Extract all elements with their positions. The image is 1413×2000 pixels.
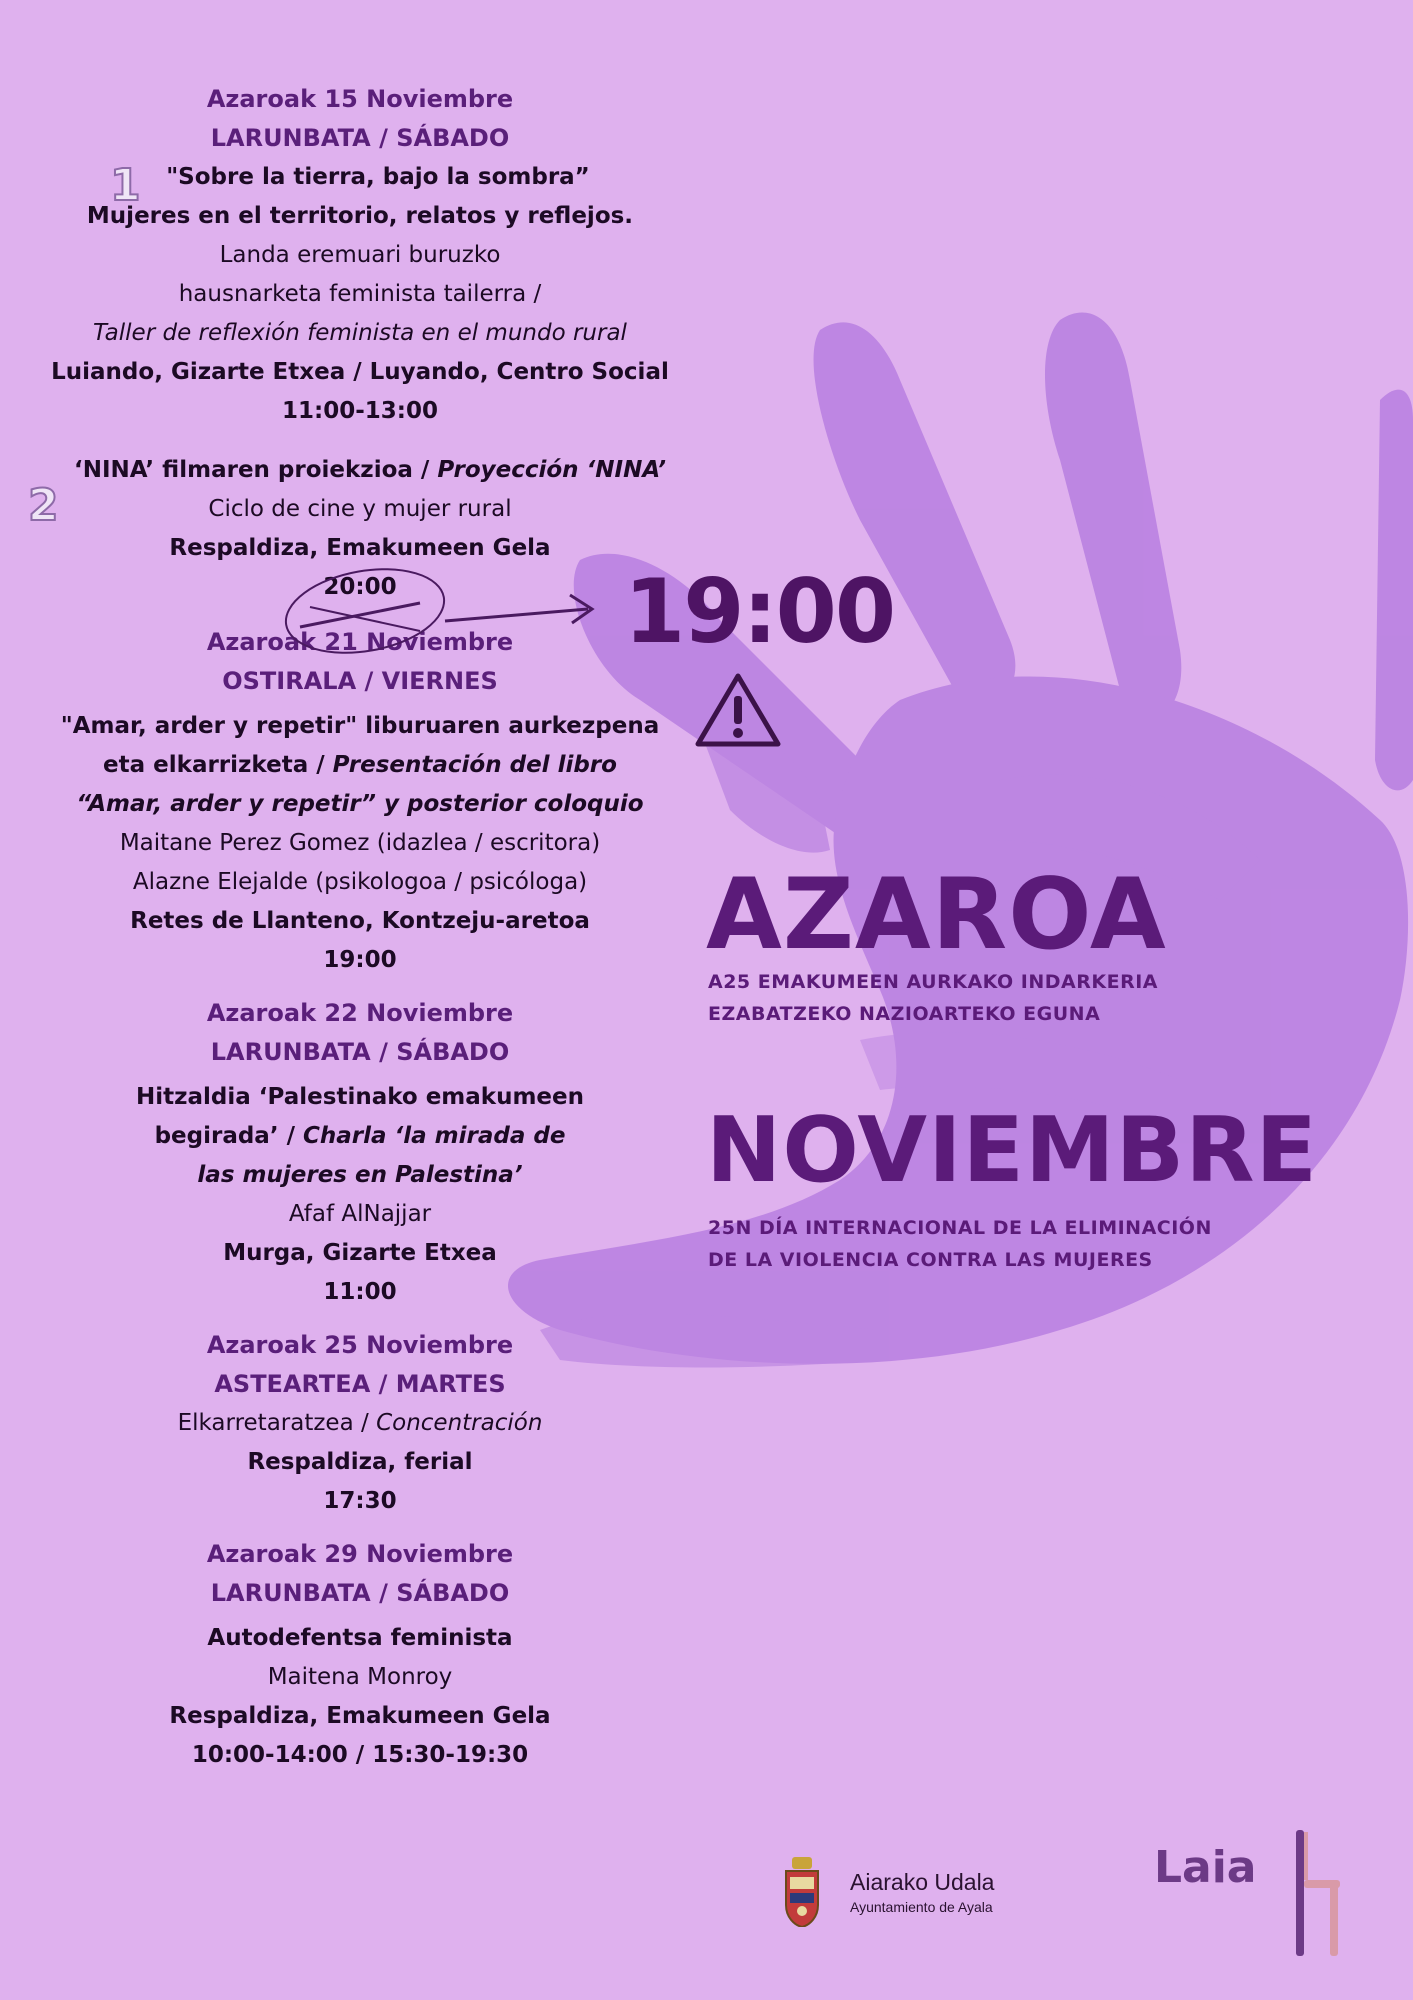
- event-weekday: ASTEARTEA / MARTES: [214, 1370, 506, 1398]
- event-title-eu: ‘NINA’ filmaren proiekzioa /: [73, 457, 438, 483]
- event-weekday: LARUNBATA / SÁBADO: [210, 124, 510, 152]
- event-title: "Sobre la tierra, bajo la sombra”: [166, 164, 590, 190]
- event-subtitle: Mujeres en el territorio, relatos y reflejos.: [86, 203, 634, 229]
- event-place: Respaldiza, Emakumeen Gela: [169, 535, 551, 561]
- ayala-name: Aiarako Udala: [850, 1869, 995, 1895]
- subtitle-eu-2: EZABATZEKO NAZIOARTEKO EGUNA: [708, 1003, 1101, 1025]
- event-time: 17:30: [323, 1488, 397, 1514]
- event-line-es: Presentación del libro: [332, 752, 617, 778]
- event-weekday: LARUNBATA / SÁBADO: [210, 1579, 510, 1607]
- month-title-eu: AZAROA: [706, 858, 1167, 972]
- event-date: Azaroak 15 Noviembre: [206, 85, 514, 113]
- event-person: Maitane Perez Gomez (idazlea / escritora): [119, 830, 601, 856]
- event-time: 11:00: [323, 1279, 397, 1305]
- subtitle-eu-1: A25 EMAKUMEEN AURKAKO INDARKERIA: [708, 971, 1158, 993]
- event-weekday: LARUNBATA / SÁBADO: [210, 1038, 510, 1066]
- event-place: Respaldiza, Emakumeen Gela: [169, 1703, 551, 1729]
- schedule-column: [30, 80, 690, 1775]
- subtitle-es-1: 25N DÍA INTERNACIONAL DE LA ELIMINACIÓN: [708, 1217, 1212, 1239]
- event-title-es: Proyección ‘NINA’: [437, 457, 667, 483]
- event-desc: Landa eremuari buruzko: [219, 242, 501, 268]
- event-date: Azaroak 21 Noviembre: [206, 628, 514, 656]
- event-person: Maitena Monroy: [267, 1664, 453, 1690]
- ayala-logo: [782, 1855, 1042, 1935]
- event-weekday: OSTIRALA / VIERNES: [222, 667, 498, 695]
- event-time: 10:00-14:00 / 15:30-19:30: [191, 1742, 529, 1768]
- event-place: Respaldiza, ferial: [247, 1449, 473, 1475]
- event-line-eu: eta elkarrizketa /: [103, 752, 333, 778]
- coat-of-arms-icon: [782, 1857, 822, 1927]
- event-person: Alazne Elejalde (psikologoa / psicóloga): [132, 869, 588, 895]
- event-activity: [30, 1404, 690, 1443]
- event-place: Retes de Llanteno, Kontzeju-aretoa: [130, 908, 590, 934]
- event-person: Afaf AlNajjar: [288, 1201, 432, 1227]
- new-time: 19:00: [624, 560, 895, 663]
- event-line: "Amar, arder y repetir" liburuaren aurkezpena: [60, 713, 660, 739]
- event-number-1: 1: [110, 160, 141, 211]
- event-line: las mujeres en Palestina’: [197, 1162, 523, 1188]
- event-desc: hausnarketa feminista tailerra /: [178, 281, 542, 307]
- month-title-es: NOVIEMBRE: [706, 1098, 1318, 1203]
- event-line-eu: begirada’ /: [154, 1123, 303, 1149]
- event-place: Murga, Gizarte Etxea: [223, 1240, 497, 1266]
- old-time-text: 20:00: [323, 574, 397, 600]
- event-line-es: Charla ‘la mirada de: [302, 1123, 566, 1149]
- event-place: Luiando, Gizarte Etxea / Luyando, Centro Social: [51, 359, 669, 385]
- event-time: 11:00-13:00: [282, 398, 438, 424]
- laia-logo: [1154, 1828, 1354, 1958]
- chair-icon: [1278, 1828, 1348, 1958]
- time-change-annotation: [270, 565, 610, 675]
- event-date: Azaroak 25 Noviembre: [206, 1331, 514, 1359]
- event-line: “Amar, arder y repetir” y posterior coloquio: [76, 791, 644, 817]
- warning-icon: [694, 672, 782, 748]
- event-number-2: 2: [28, 480, 59, 531]
- event-desc: Ciclo de cine y mujer rural: [208, 496, 512, 522]
- event-date: Azaroak 29 Noviembre: [206, 1540, 514, 1568]
- event-line: [30, 1117, 690, 1156]
- event-desc-es: Taller de reflexión feminista en el mundo rural: [93, 320, 627, 346]
- event-title: Autodefentsa feminista: [207, 1625, 513, 1651]
- subtitle-es-2: DE LA VIOLENCIA CONTRA LAS MUJERES: [708, 1249, 1153, 1271]
- ayala-subtitle: Ayuntamiento de Ayala: [850, 1899, 993, 1915]
- event-time: 19:00: [323, 947, 397, 973]
- event-line: [30, 746, 690, 785]
- event-title: [30, 451, 690, 490]
- laia-name: Laia: [1154, 1842, 1257, 1893]
- event-line: Hitzaldia ‘Palestinako emakumeen: [135, 1084, 585, 1110]
- event-activity-eu: Elkarretaratzea /: [177, 1410, 377, 1436]
- event-activity-es: Concentración: [376, 1410, 543, 1436]
- event-date: Azaroak 22 Noviembre: [206, 999, 514, 1027]
